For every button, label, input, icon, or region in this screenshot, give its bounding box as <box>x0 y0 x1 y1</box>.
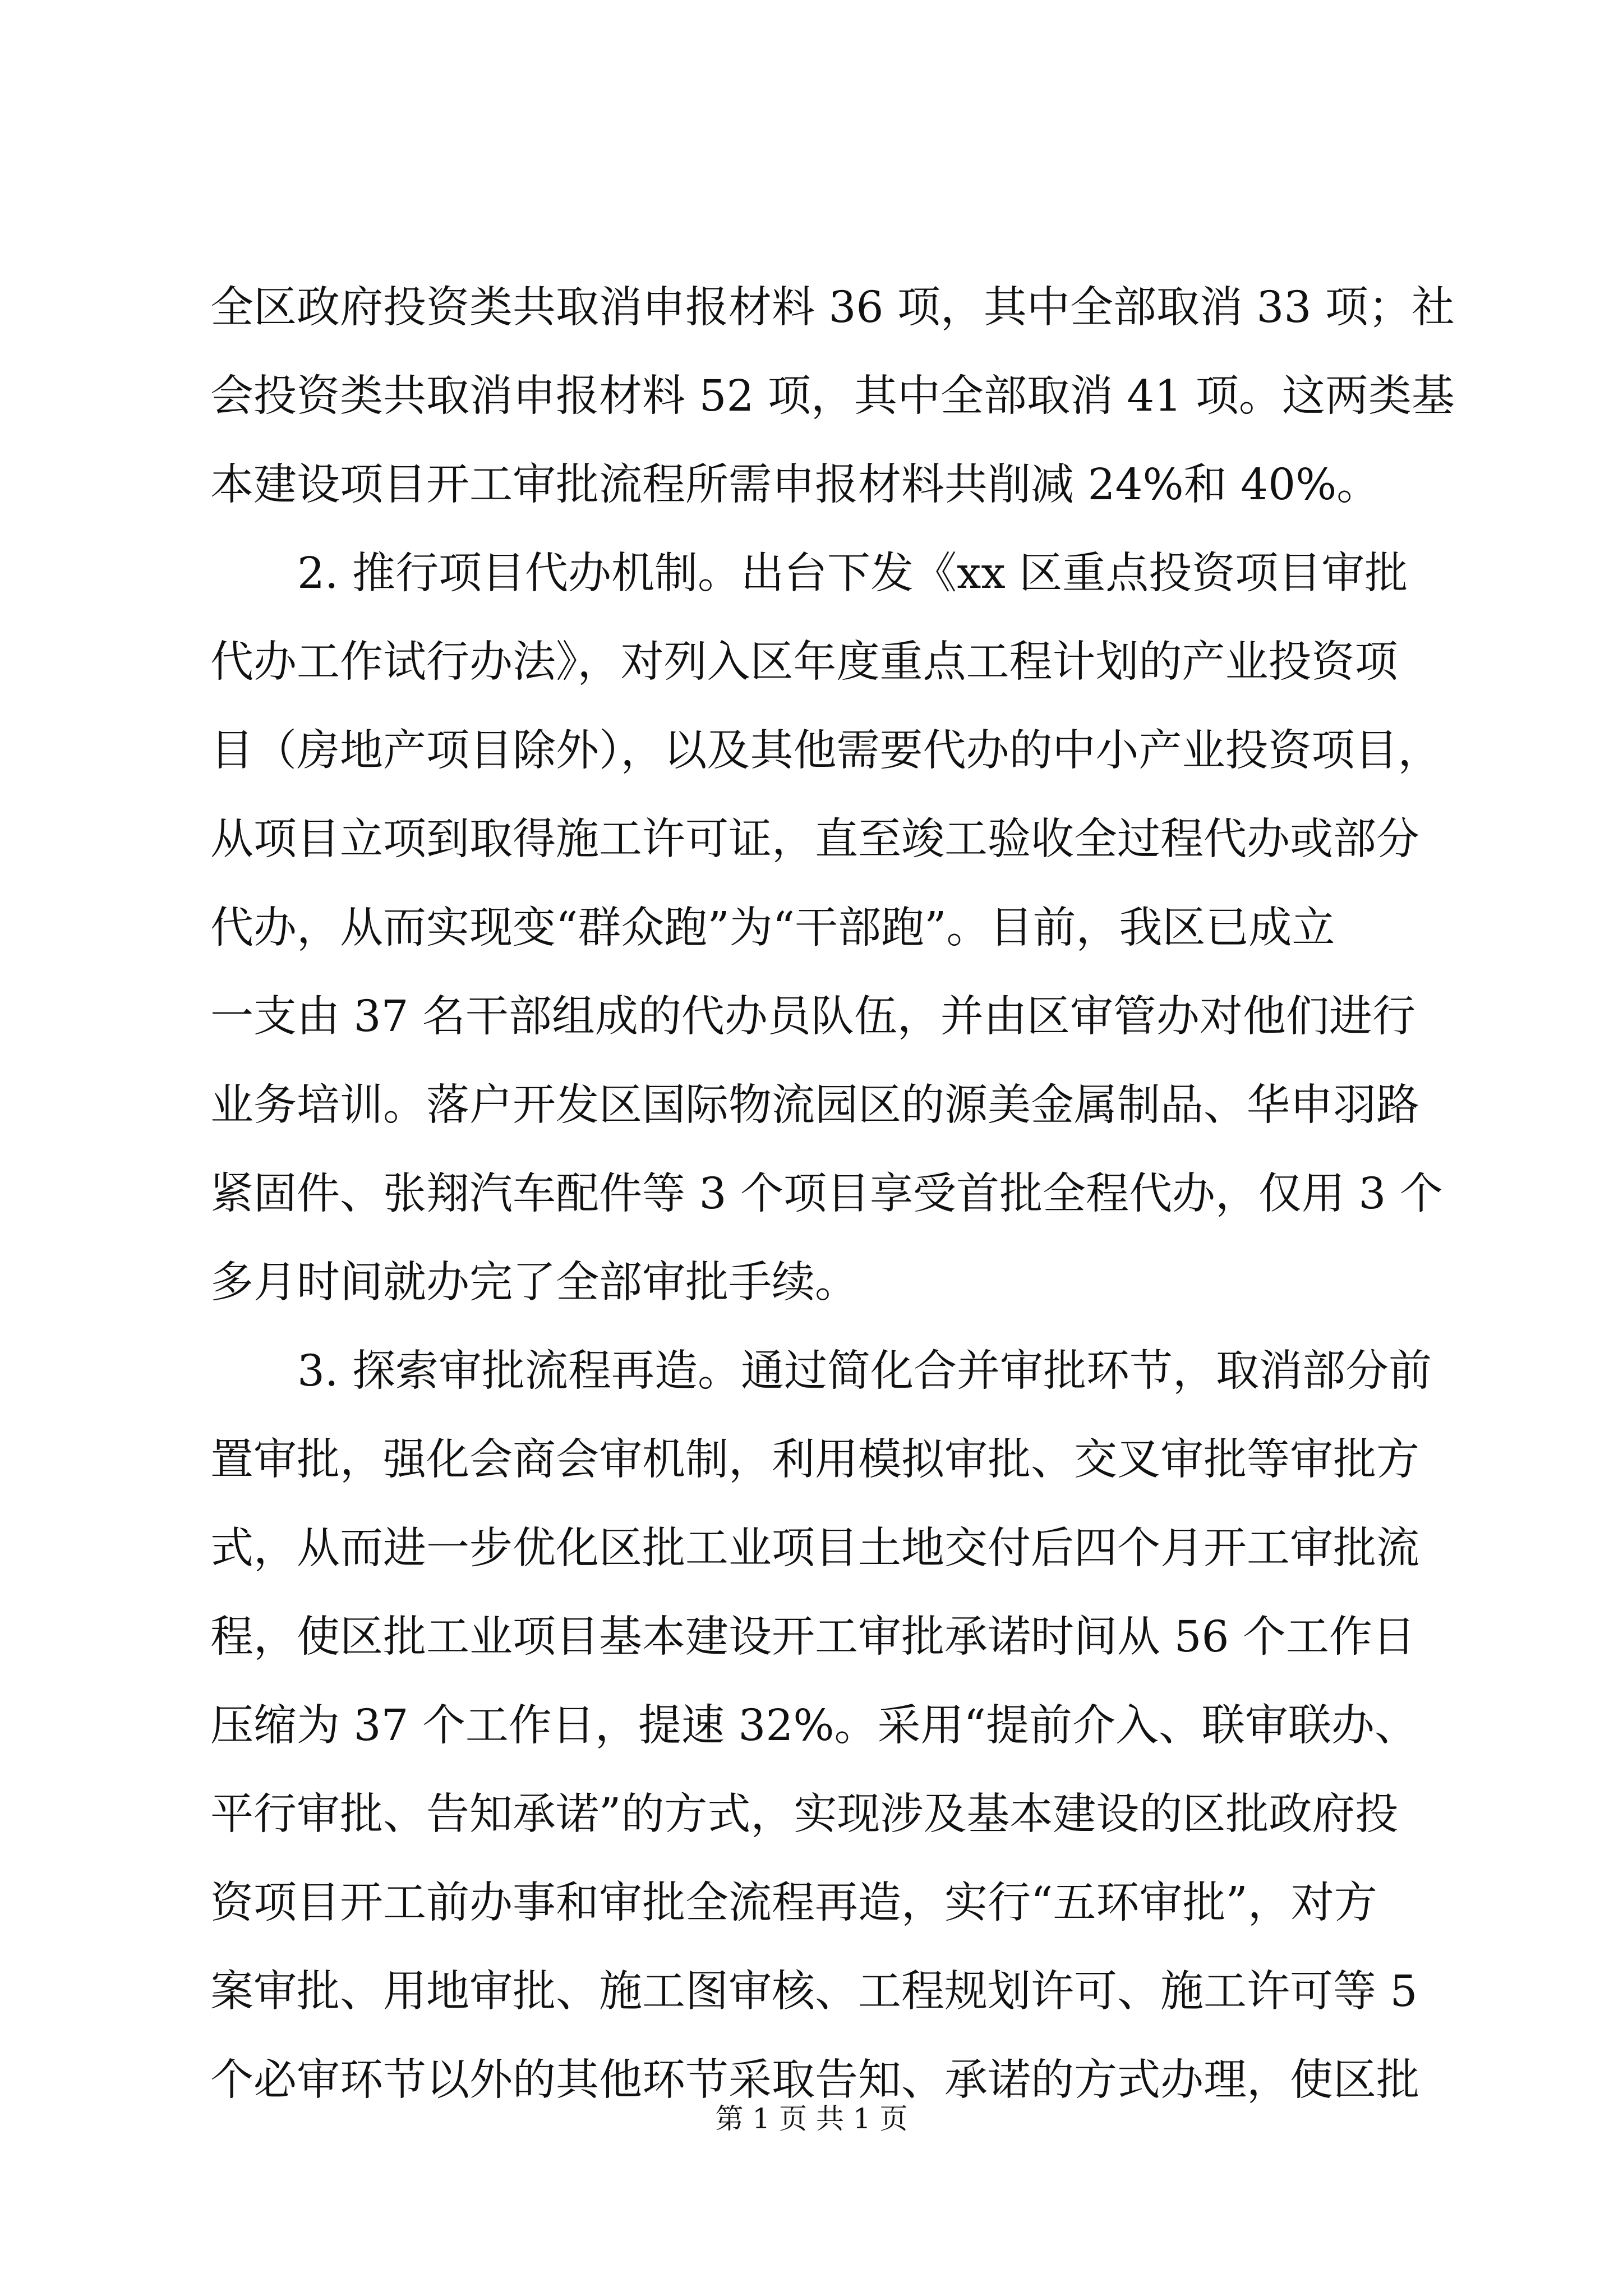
text-line: 个必审环节以外的其他环节采取告知、承诺的方式办理，使区批 <box>210 2055 1419 2105</box>
page-footer <box>0 2099 1623 2138</box>
text-line: 从项目立项到取得施工许可证，直至竣工验收全过程代办或部分 <box>210 815 1419 864</box>
text-line: 式，从而进一步优化区批工业项目土地交付后四个月开工审批流 <box>210 1524 1419 1573</box>
text-line: 代办工作试行办法》，对列入区年度重点工程计划的产业投资项 <box>210 637 1398 687</box>
text-line: 代办，从而实现变“群众跑”为“干部跑”。目前，我区已成立 <box>210 903 1335 953</box>
paragraph-2 <box>210 530 1450 1327</box>
text-line: 资项目开工前办事和审批全流程再造，实行“五环审批”，对方 <box>210 1878 1377 1928</box>
text-line: 会投资类共取消申报材料 52 项，其中全部取消 41 项。这两类基 <box>210 371 1455 421</box>
document-body <box>210 264 1455 2125</box>
text-line: 一支由 37 名干部组成的代办员队伍，并由区审管办对他们进行 <box>210 992 1415 1042</box>
text-line: 本建设项目开工审批流程所需申报材料共削减 24%和 40%。 <box>210 460 1380 510</box>
text-line: 业务培训。落户开发区国际物流园区的源美金属制品、华申羽路 <box>210 1080 1419 1130</box>
paragraph-1 <box>210 264 1455 530</box>
text-line: 平行审批、告知承诺”的方式，实现涉及基本建设的区批政府投 <box>210 1789 1399 1839</box>
text-line: 3. 探索审批流程再造。通过简化合并审批环节，取消部分前 <box>297 1346 1432 1396</box>
paragraph-3 <box>210 1327 1450 2125</box>
text-line: 多月时间就办完了全部审批手续。 <box>210 1258 858 1308</box>
page-number-label: 第 1 页 共 1 页 <box>715 2102 908 2135</box>
text-line: 置审批，强化会商会审机制，利用模拟审批、交叉审批等审批方 <box>210 1435 1419 1485</box>
text-line: 全区政府投资类共取消申报材料 36 项，其中全部取消 33 项；社 <box>210 283 1455 333</box>
text-line: 2. 推行项目代办机制。出台下发《xx 区重点投资项目审批 <box>297 549 1408 599</box>
text-line: 案审批、用地审批、施工图审核、工程规划许可、施工许可等 5 <box>210 1967 1418 2017</box>
text-line: 目（房地产项目除外），以及其他需要代办的中小产业投资项目， <box>210 726 1441 776</box>
text-line: 压缩为 37 个工作日，提速 32%。采用“提前介入、联审联办、 <box>210 1701 1418 1751</box>
text-line: 紧固件、张翔汽车配件等 3 个项目享受首批全程代办，仅用 3 个 <box>210 1169 1443 1219</box>
text-line: 程，使区批工业项目基本建设开工审批承诺时间从 56 个工作日 <box>210 1612 1415 1662</box>
